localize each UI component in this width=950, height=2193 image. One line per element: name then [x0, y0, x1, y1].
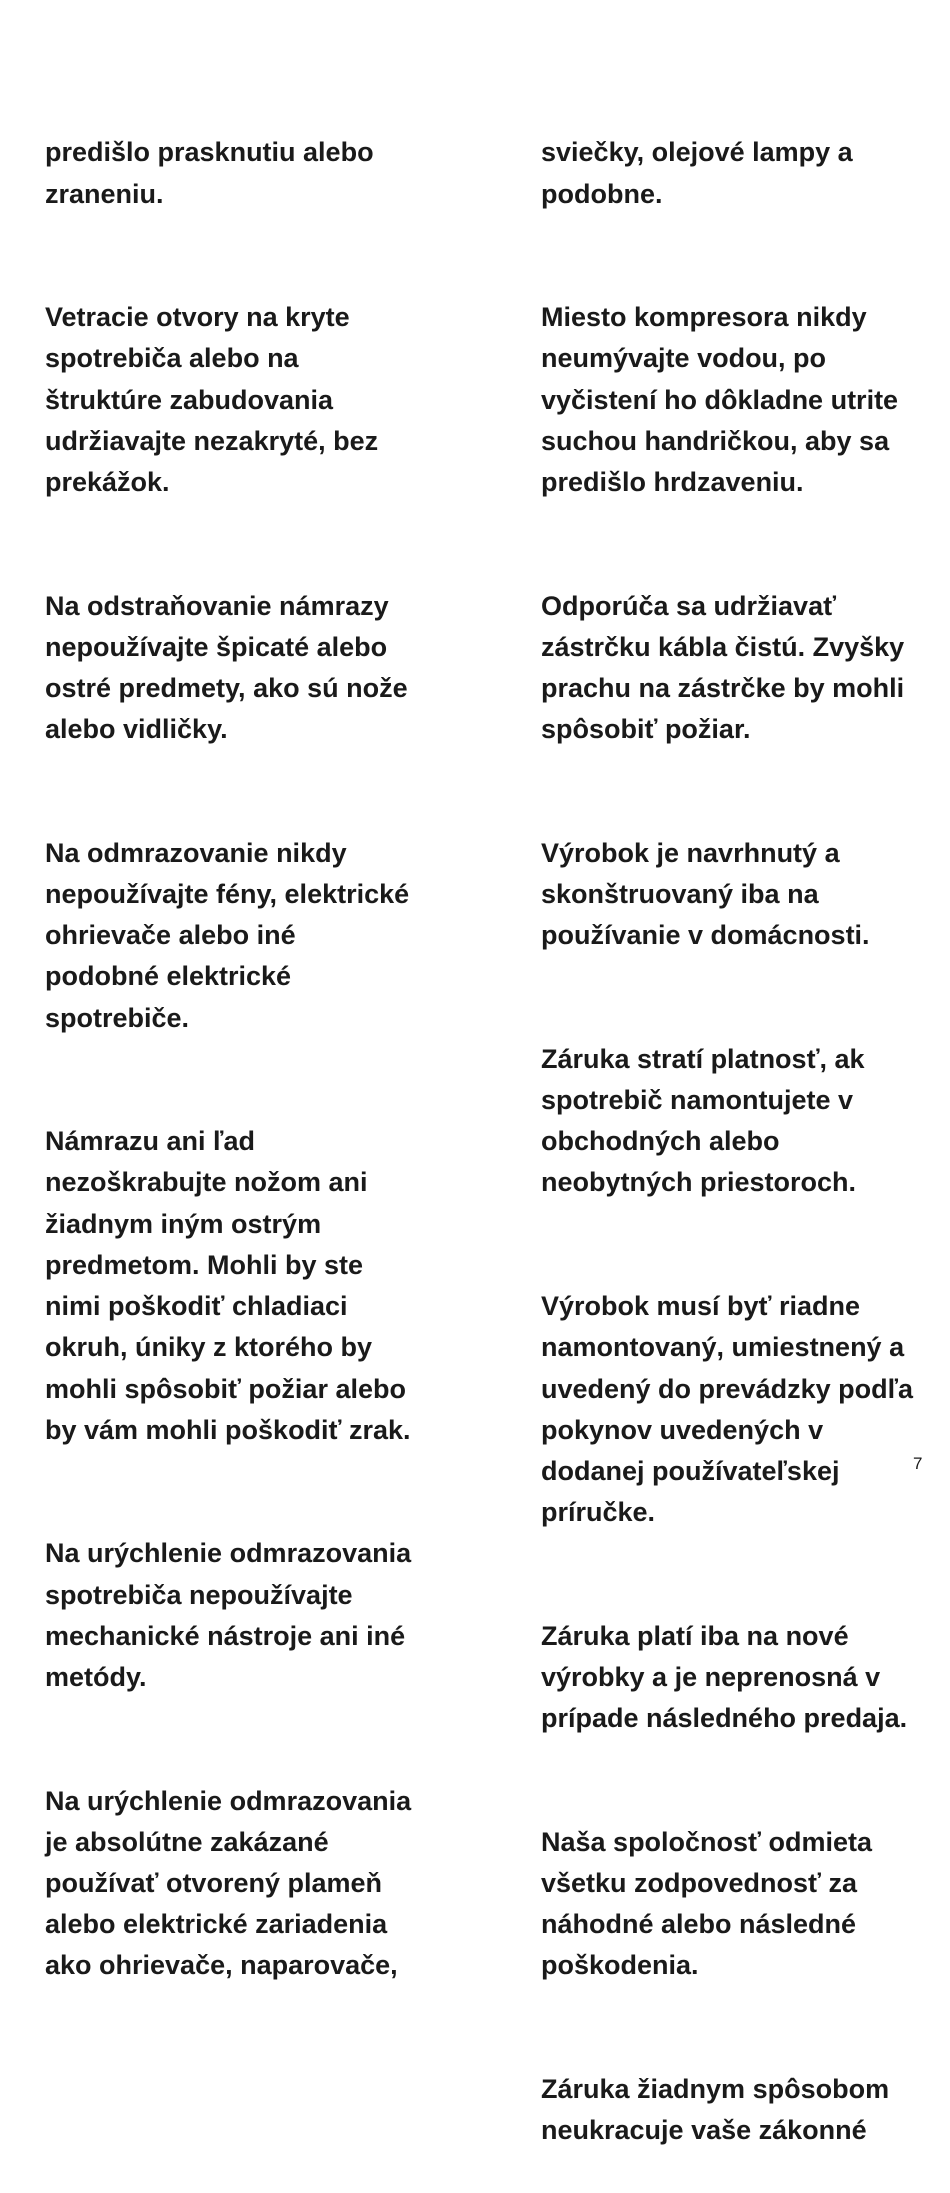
paragraph-household-use: Výrobok je navrhnutý a skonštruovaný iba na používanie v domácnosti. — [541, 837, 870, 951]
paragraph-no-mechanical-tools: Na urýchlenie odmrazovania spotrebiča nepoužívajte mechanické nástroje ani iné metódy. — [45, 1538, 412, 1692]
paragraph-no-open-flame: Na urýchlenie odmrazovania je absolútne zakázané používať otvorený plameň alebo elektrické zariadenia ako ohrievače, naparovače, — [45, 1785, 412, 1981]
paragraph-no-hair-dryers: Na odmrazovanie nikdy nepoužívajte fény, elektrické ohrievače alebo iné podobné elektrické spotrebiče. — [45, 837, 410, 1033]
paragraph-warranty-new-products: Záruka platí iba na nové výrobky a je neprenosná v prípade následného predaja. — [541, 1620, 908, 1734]
paragraph-compressor-cleaning: Miesto kompresora nikdy neumývajte vodou, po vyčistení ho dôkladne utrite suchou handričkou, aby sa predišlo hrdzaveniu. — [541, 302, 899, 498]
paragraph-statutory-rights: Záruka žiadnym spôsobom neukracuje vaše zákonné — [541, 2073, 890, 2146]
right-text-column — [541, 50, 913, 2193]
left-text-column — [45, 50, 411, 2028]
paragraph-liability-disclaimer: Naša spoločnosť odmieta všetku zodpovednosť za náhodné alebo následné poškodenia. — [541, 1826, 873, 1981]
paragraph-plug-cleaning: Odporúča sa udržiavať zástrčku kábla čistú. Zvyšky prachu na zástrčke by mohli spôsobiť požiar. — [541, 590, 905, 745]
paragraph-no-scraping: Námrazu ani ľad nezoškrabujte nožom ani žiadnym iným ostrým predmetom. Mohli by ste nimi poškodiť chladiaci okruh, úniky z ktorého by mohli spôsobiť požiar alebo by vám mohli poškodiť zrak. — [45, 1126, 411, 1445]
paragraph-warranty-void: Záruka stratí platnosť, ak spotrebič namontujete v obchodných alebo neobytných priestoroch. — [541, 1043, 865, 1198]
paragraph-frost-removal-tools: Na odstraňovanie námrazy nepoužívajte špicaté alebo ostré predmety, ako sú nože alebo vidličky. — [45, 590, 408, 745]
page-number: 7 — [913, 1454, 923, 1473]
paragraph-proper-installation: Výrobok musí byť riadne namontovaný, umiestnený a uvedený do prevádzky podľa pokynov uvedených v dodanej používateľskej príručke. — [541, 1291, 914, 1528]
paragraph-crack-injury: predišlo prasknutiu alebo zraneniu. — [45, 137, 374, 209]
paragraph-vent-openings: Vetracie otvory na kryte spotrebiča alebo na štruktúre zabudovania udržiavajte nezakryté, bez prekážok. — [45, 302, 379, 498]
paragraph-candles-lamps: sviečky, olejové lampy a podobne. — [541, 137, 853, 209]
